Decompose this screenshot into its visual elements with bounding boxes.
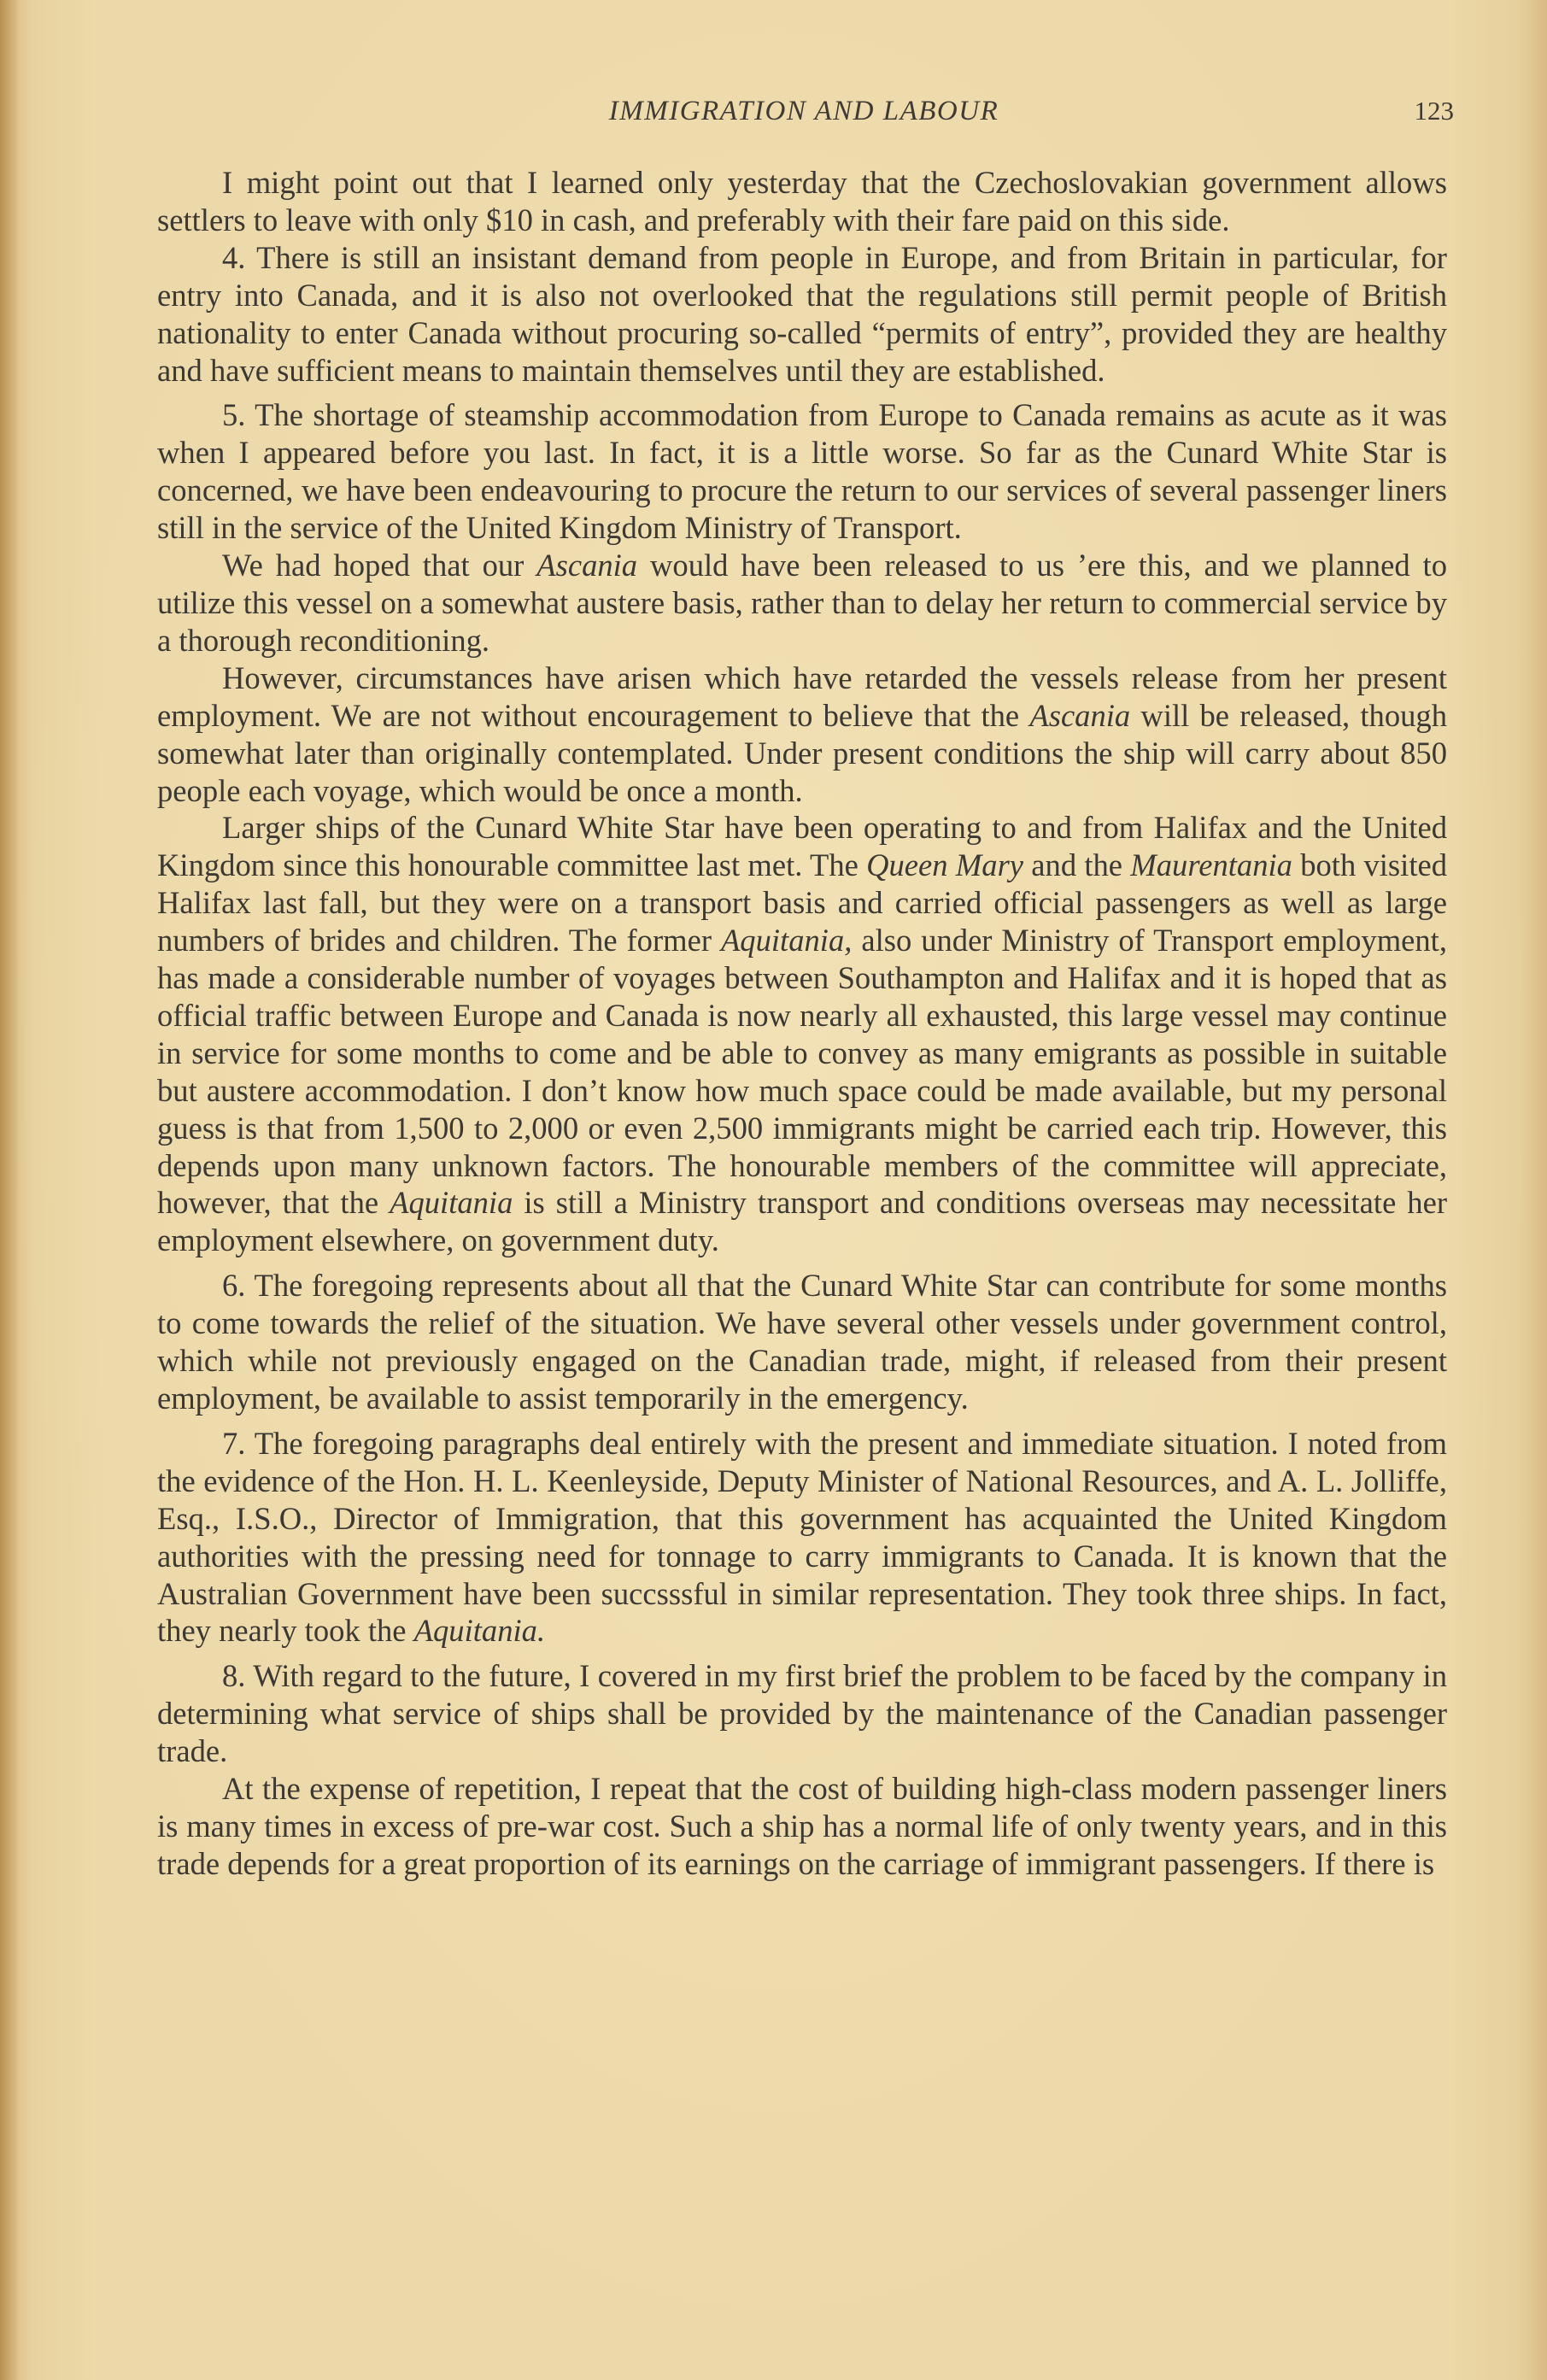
ship-name: Aquitania.: [413, 1613, 546, 1649]
body-text: [157, 164, 1447, 1883]
ship-name: Ascania: [1029, 697, 1131, 733]
text-segment: 7. The foregoing paragraphs deal entirely with the present and immediate situation. I noted from the evidence of the Hon. H. L. Keenleyside, Deputy Minister of National Resources, and A. L. Jolliffe, Esq., I.S.O., Director of Immigration, that this government has acquainted the United Kingdom authorities with the pressing need for tonnage to carry immigrants to Canada. It is known that the Australian Government have been succsssful in similar representation. They took three ships. In fact, they nearly took the: [157, 1425, 1447, 1649]
paragraph: [157, 809, 1447, 1259]
text-segment: At the expense of repetition, I repeat that the cost of building high-class modern passenger liners is many times in excess of pre-war cost. Such a ship has a normal life of only twenty years, and in this trade depends for a great proportion of its earnings on the carriage of immigrant passengers. If there is: [157, 1771, 1447, 1881]
text-segment: would have been released to us ’ere this, and we planned to utilize this vessel on a somewhat austere basis, rather than to delay her return to commercial service by a thorough reconditioning.: [157, 548, 1447, 658]
text-segment: 6. The foregoing represents about all that the Cunard White Star can contribute for some months to come towards the relief of the situation. We have several other vessels under government control, which while not previously engaged on the Canadian trade, might, if released from their present employment, be available to assist temporarily in the emergency.: [157, 1268, 1447, 1416]
paragraph: [157, 547, 1447, 659]
text-segment: will be released, though somewhat later than originally contemplated. Under present conditions the ship will carry about 850 people each voyage, which would be once a month.: [157, 697, 1447, 808]
text-segment: both visited Halifax last fall, but they were on a transport basis and carried official passengers as well as large numbers of brides and children. The former: [157, 847, 1448, 958]
text-segment: is still a Ministry transport and conditions overseas may necessitate her employment elsewhere, on government duty.: [157, 1185, 1447, 1258]
running-head: IMMIGRATION AND LABOUR: [608, 96, 999, 126]
ship-name: Ascania: [536, 548, 638, 583]
text-segment: We had hoped that our: [222, 548, 537, 583]
text-segment: 4. There is still an insistant demand from people in Europe, and from Britain in particular, for entry into Canada, and it is also not overlooked that the regulations still permit people of British nationality to enter Canada without procuring so-called “permits of entry”, provided they are healthy and have sufficient means to maintain themselves until they are established.: [157, 239, 1447, 388]
text-segment: However, circumstances have arisen which have retarded the vessels release from her present employment. We are not without encouragement to believe that the: [157, 659, 1447, 733]
page-header: [154, 92, 1454, 133]
text-segment: also under Ministry of Transport employment, has made a considerable number of voyages between Southampton and Halifax and it is hoped that as official traffic between Europe and Canada is now nearly all exhausted, this large vessel may continue in service for some months to come and be able to convey as many emigrants as possible in suitable but austere accommodation. I don’t know how much space could be made available, but my personal guess is that from 1,500 to 2,000 or even 2,500 immigrants might be carried each trip. However, this depends upon many unknown factors. The honourable members of the committee will appreciate, however, that the: [157, 923, 1447, 1221]
paragraph: [157, 1770, 1447, 1883]
text-segment: 5. The shortage of steamship accommodation from Europe to Canada remains as acute as it was when I appeared before you last. In fact, it is a little worse. So far as the Cunard White Star is concerned, we have been endeavouring to procure the return to our services of several passenger liners still in the service of the United Kingdom Ministry of Transport.: [157, 397, 1447, 546]
text-segment: 8. With regard to the future, I covered in my first brief the problem to be faced by the company in determining what service of ships shall be provided by the maintenance of the Canadian passenger trade.: [157, 1658, 1447, 1769]
ship-name: Queen Mary: [866, 847, 1024, 883]
page-number: 123: [1414, 96, 1454, 126]
ship-name: Maurentania: [1130, 847, 1292, 883]
page-gutter-shadow: [0, 0, 19, 2380]
ship-name: Aquitania: [390, 1185, 513, 1221]
text-segment: I might point out that I learned only yesterday that the Czechoslovakian government allows settlers to leave with only $10 in cash, and preferably with their fare paid on this side.: [157, 165, 1447, 237]
paragraph: [157, 396, 1447, 547]
paragraph: [157, 1267, 1447, 1417]
paragraph: [157, 1657, 1447, 1770]
paragraph: [157, 239, 1447, 390]
paragraph: [157, 164, 1447, 239]
paragraph: [157, 1425, 1447, 1650]
text-segment: Larger ships of the Cunard White Star have been operating to and from Halifax and the United Kingdom since this honourable committee last met. The: [157, 810, 1447, 883]
ship-name: Aquitania,: [720, 923, 853, 958]
paragraph: [157, 659, 1447, 810]
text-segment: and the: [1023, 847, 1131, 883]
